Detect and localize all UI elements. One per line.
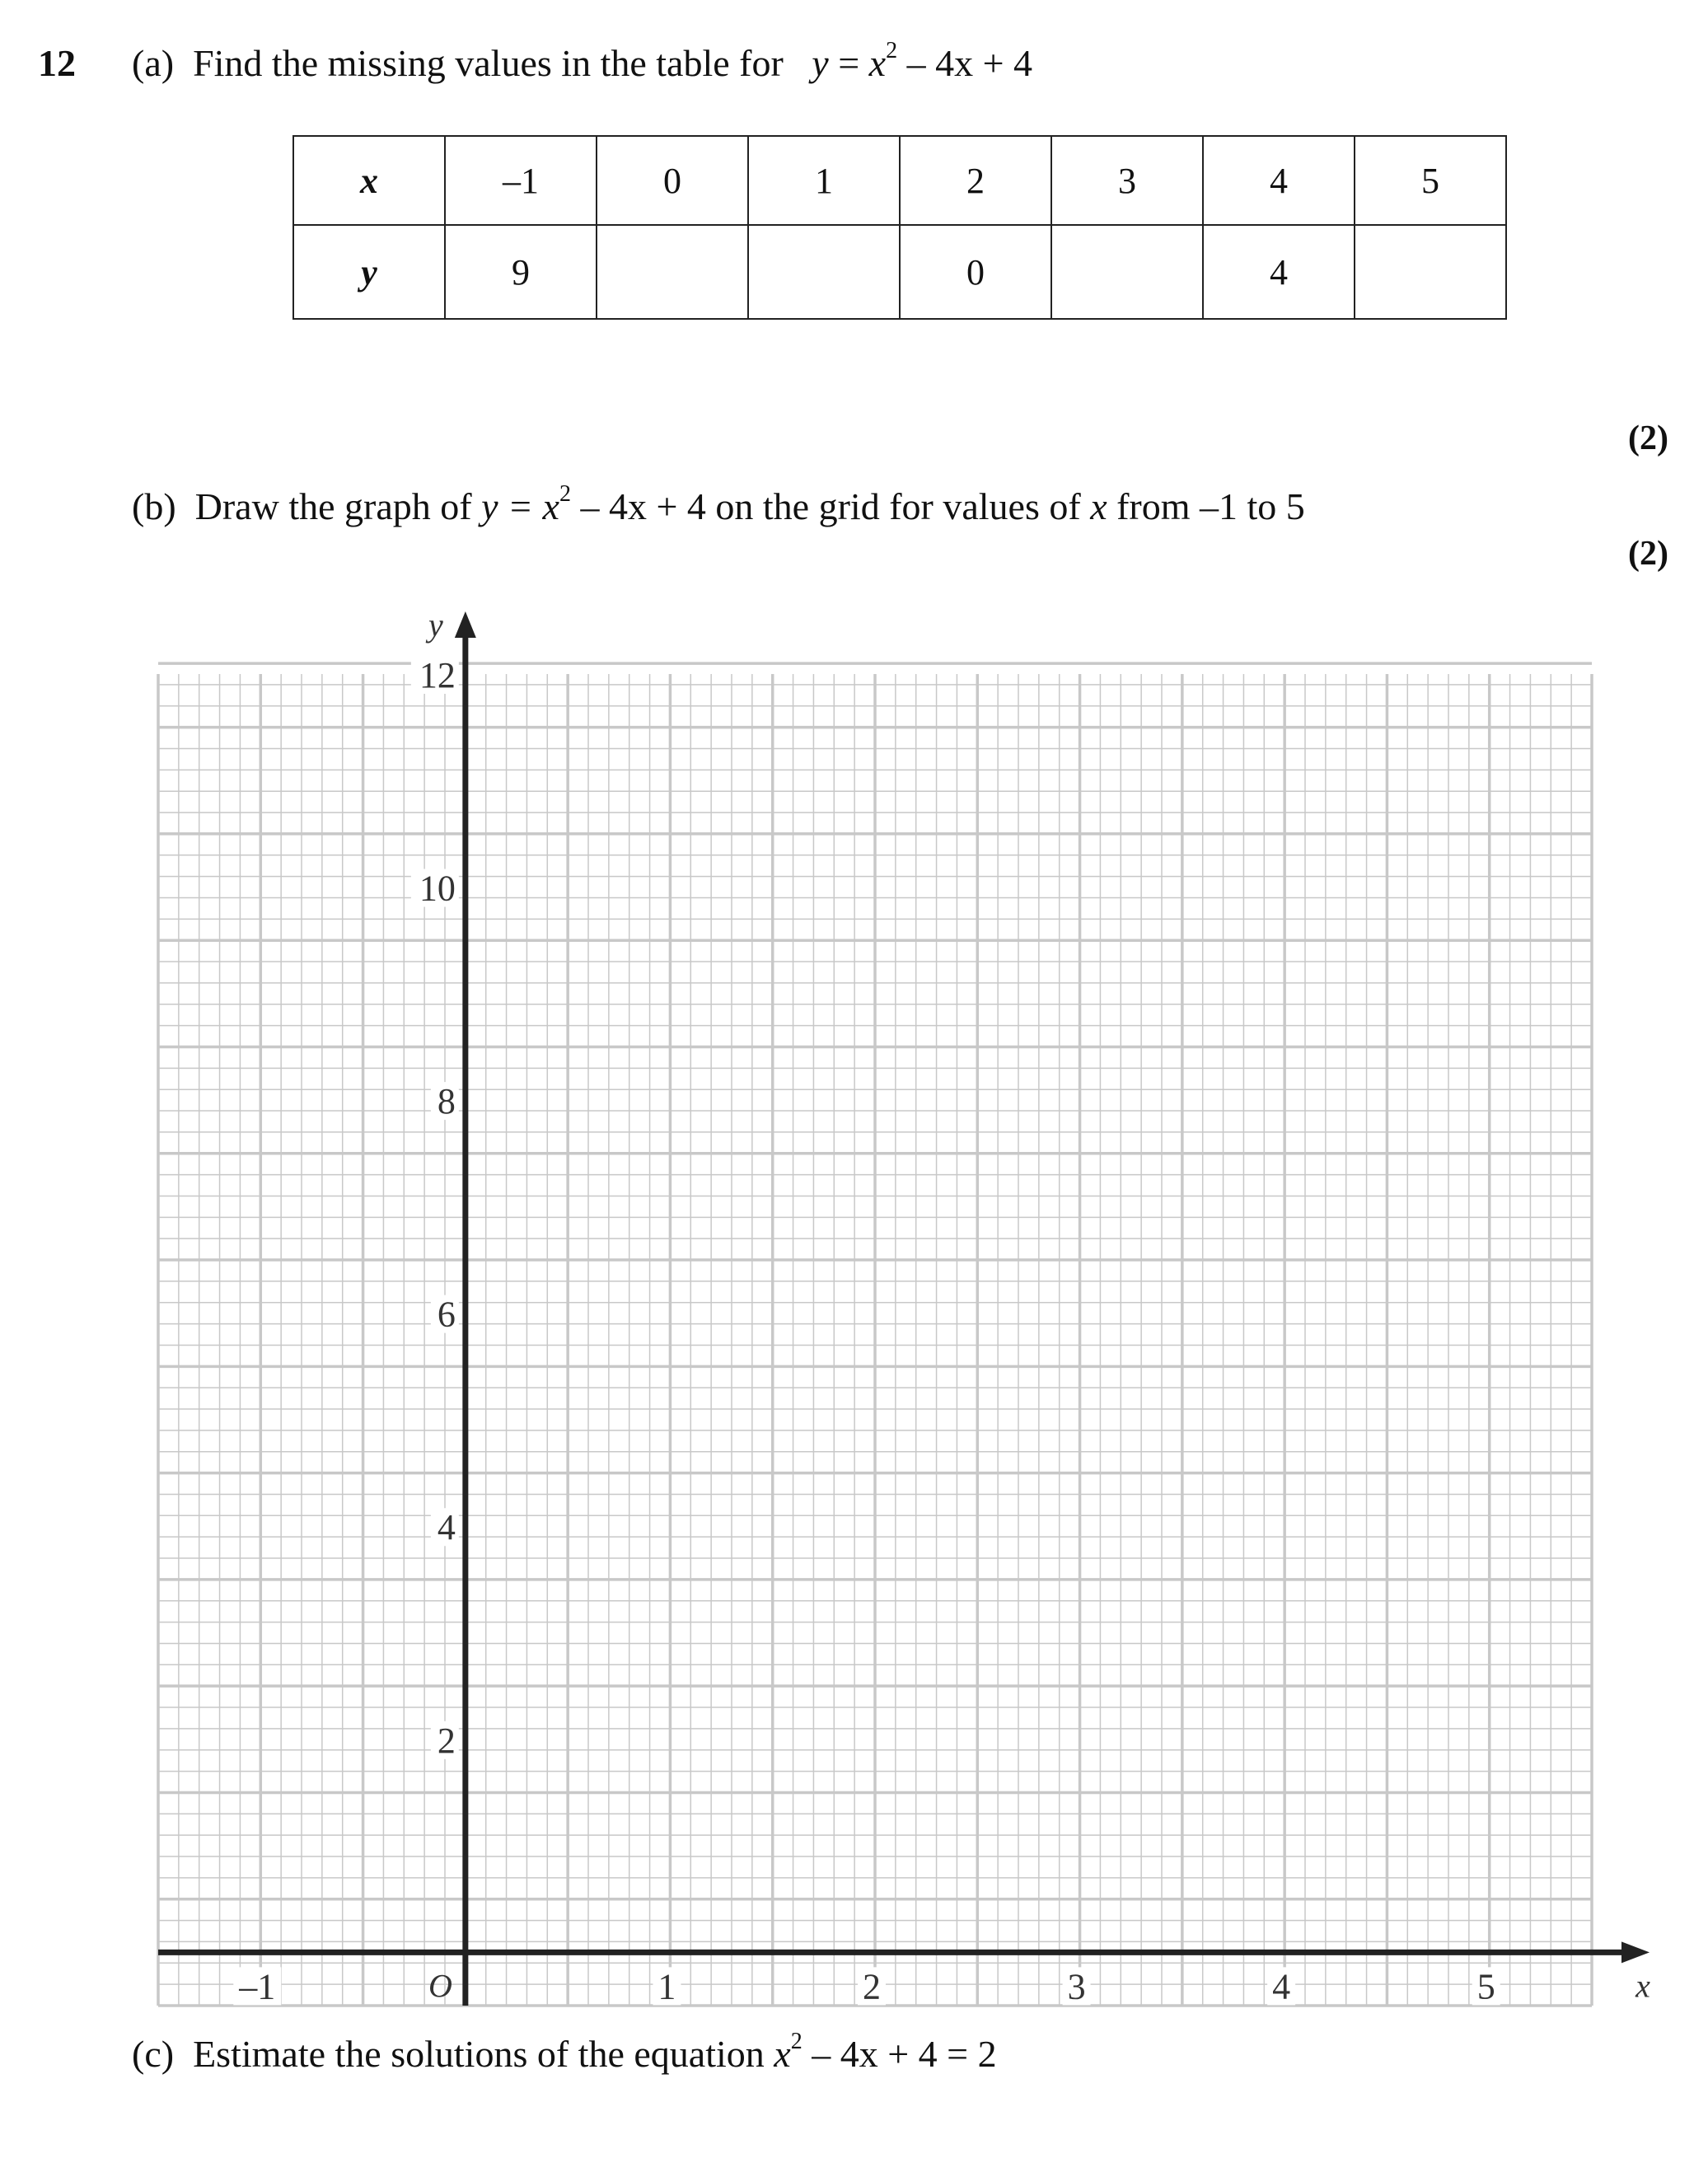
part-b-text-end: from –1 to 5: [1116, 485, 1305, 527]
table-cell-y[interactable]: 0: [900, 225, 1051, 319]
part-b-marks: (2): [1628, 535, 1668, 573]
table-cell-x: 0: [597, 136, 748, 225]
part-b-text-before: Draw the graph of: [194, 485, 472, 527]
part-c-label: (c): [132, 2033, 175, 2075]
x-tick-label: 1: [657, 1966, 676, 2007]
part-c-prompt: [132, 2029, 997, 2076]
x-tick-label: 3: [1067, 1966, 1086, 2007]
tick-labels: [233, 606, 1650, 2006]
y-tick-label: 12: [419, 655, 456, 695]
y-tick-label: 10: [419, 868, 456, 909]
x-tick-label: –1: [239, 1966, 276, 2007]
x-axis-name: x: [1635, 1967, 1650, 2005]
part-b-eq-exp: 2: [559, 481, 571, 507]
part-a-marks: (2): [1628, 419, 1668, 457]
table-cell-y[interactable]: 4: [1203, 225, 1355, 319]
part-a-eq-rest: – 4x + 4: [897, 42, 1033, 84]
table-cell-x: 2: [900, 136, 1051, 225]
part-a-eq-x: x: [868, 42, 887, 84]
part-a-eq-mid: =: [828, 42, 869, 84]
table-cell-x: 1: [748, 136, 900, 225]
part-b-text-after: on the grid for values of: [715, 485, 1081, 527]
x-tick-label: 4: [1272, 1966, 1291, 2007]
part-a-label: (a): [132, 42, 175, 84]
table-cell-y[interactable]: 9: [445, 225, 597, 319]
origin-label: O: [428, 1967, 452, 2005]
major-gridlines: [158, 663, 1592, 2006]
y-axis-name: y: [428, 606, 443, 644]
axes: [158, 611, 1650, 2006]
table-cell-x: 4: [1203, 136, 1355, 225]
y-tick-label: 4: [437, 1507, 456, 1548]
question-number: 12: [38, 42, 76, 84]
y-tick-label: 2: [437, 1720, 456, 1761]
part-a-eq-exp: 2: [886, 38, 898, 63]
table-header-y: y: [293, 225, 445, 319]
table-header-x: x: [293, 136, 445, 225]
table-cell-x: –1: [445, 136, 597, 225]
x-tick-label: 5: [1476, 1966, 1495, 2007]
part-c-text: Estimate the solutions of the equation: [193, 2033, 765, 2075]
part-b-var: x: [1090, 485, 1107, 527]
part-a-text: Find the missing values in the table for: [193, 42, 784, 84]
y-tick-label: 6: [437, 1294, 456, 1335]
part-a-eq-lhs: y: [812, 42, 829, 84]
part-c-eq-exp: 2: [790, 2029, 803, 2054]
table-cell-x: 3: [1051, 136, 1203, 225]
part-b-eq: y = x: [481, 485, 559, 527]
x-tick-label: 2: [863, 1966, 881, 2007]
part-b-eq-rest: – 4x + 4: [570, 485, 706, 527]
table-cell-x: 5: [1355, 136, 1506, 225]
part-b-label: (b): [132, 485, 176, 527]
y-tick-label: 8: [437, 1081, 456, 1122]
part-c-eq-x: x: [774, 2033, 791, 2075]
y-axis-arrow-icon: [455, 611, 476, 638]
part-c-eq-rest: – 4x + 4 = 2: [802, 2033, 997, 2075]
x-axis-arrow-icon: [1621, 1941, 1650, 1963]
